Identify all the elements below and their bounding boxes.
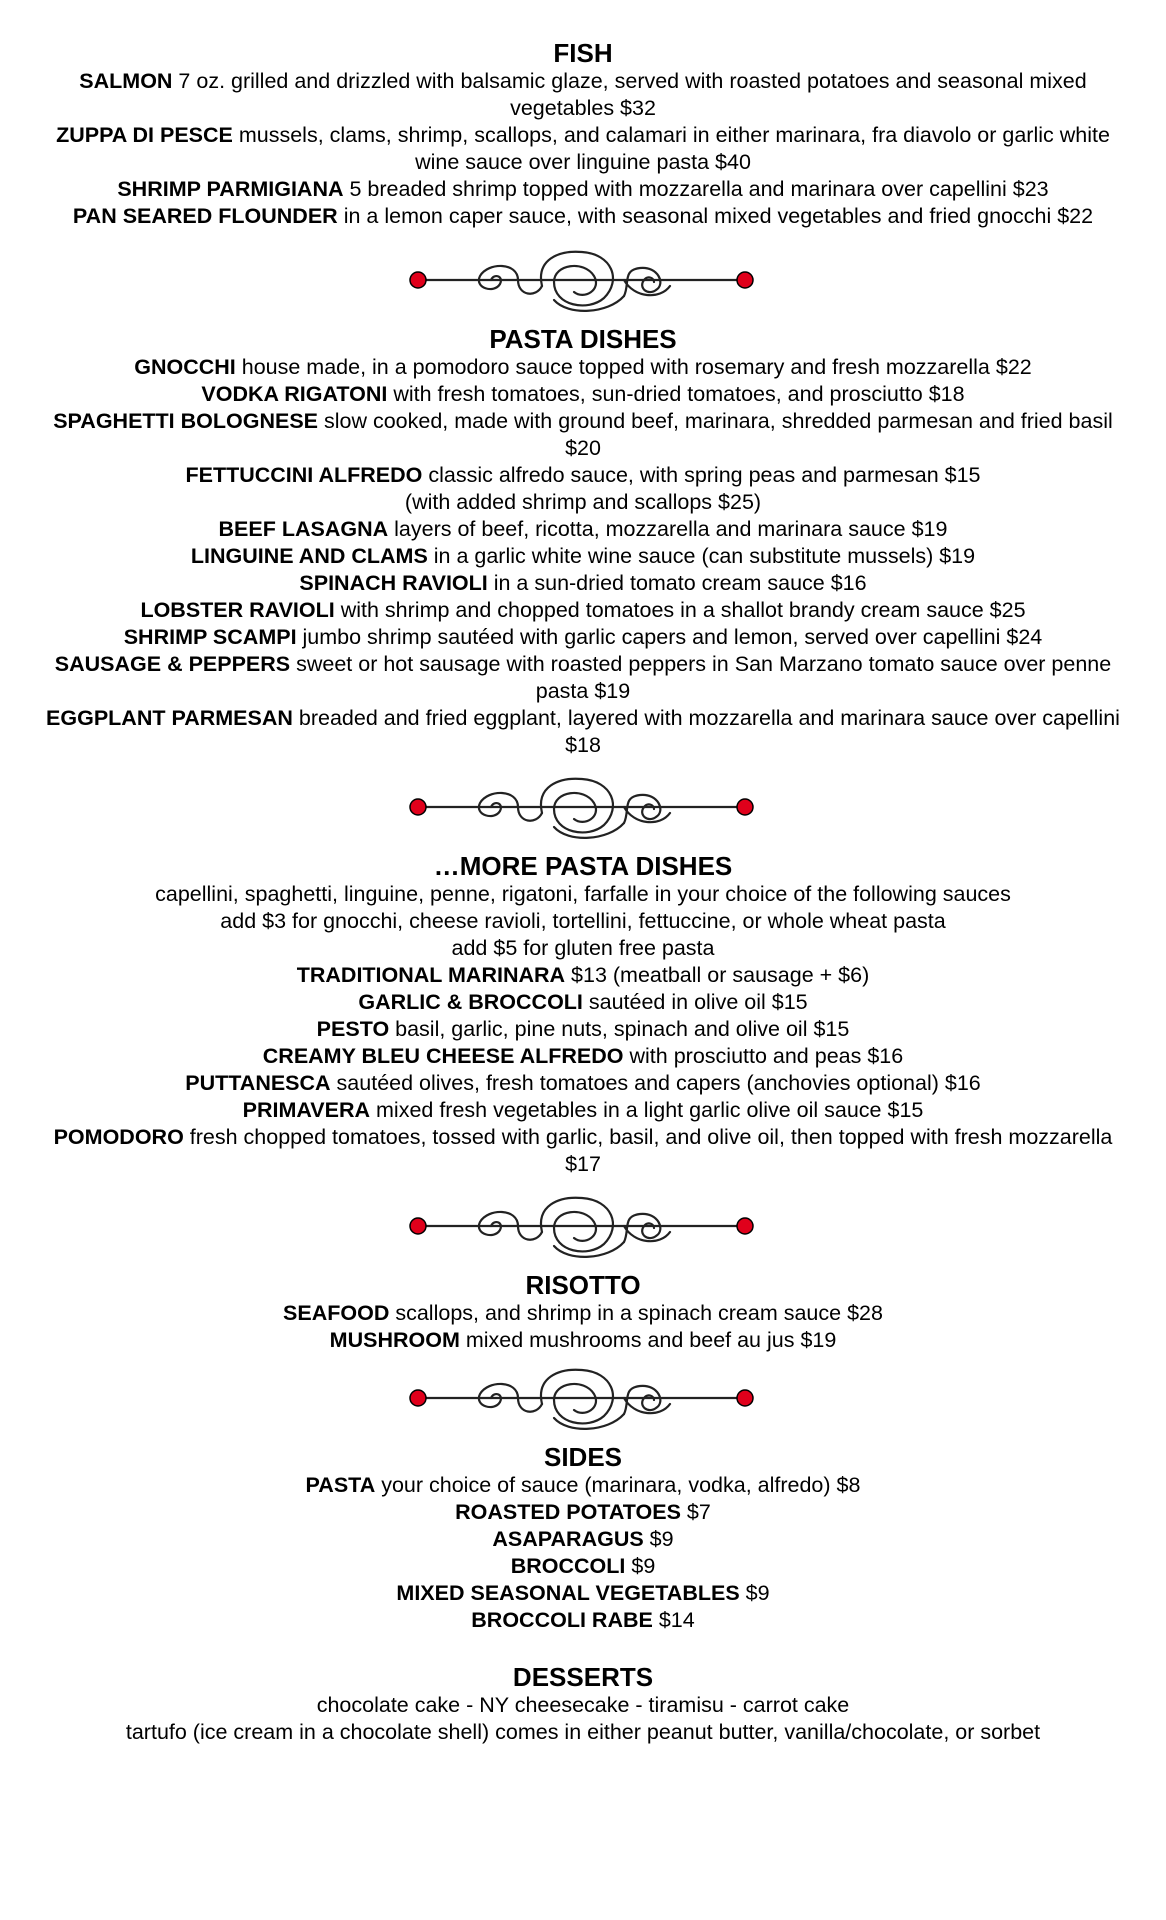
section-note: tartufo (ice cream in a chocolate shell) comes in either peanut butter, vanilla/chocolate, or sorbet [125,1720,1041,1744]
item-desc: in a garlic white wine sauce (can substitute mussels) $19 [427,544,976,568]
menu-item [43,1580,1123,1607]
item-name: SPINACH RAVIOLI [299,571,488,595]
menu-item [43,1043,1123,1070]
item-name: CREAMY BLEU CHEESE ALFREDO [262,1044,624,1068]
item-desc: in a sun-dried tomato cream sauce $16 [487,571,867,595]
flourish-dot-icon [410,1218,426,1234]
flourish-dot-icon [737,799,753,815]
flourish-dot-icon [737,1218,753,1234]
menu-item [43,543,1123,570]
item-name: SEAFOOD [283,1301,390,1325]
item-name: GARLIC & BROCCOLI [358,990,583,1014]
item-name: ASAPARAGUS [492,1527,644,1551]
scroll-flourish-icon [408,1186,758,1266]
section-note: add $5 for gluten free pasta [451,936,715,960]
item-desc: (with added shrimp and scallops $25) [404,490,762,514]
flourish-dot-icon [410,799,426,815]
menu-item [43,651,1123,705]
menu-item [43,597,1123,624]
menu-item [43,1124,1123,1178]
menu-item [43,624,1123,651]
item-name: VODKA RIGATONI [201,382,388,406]
flourish-dot-icon [410,1390,426,1406]
section-title: RISOTTO [525,1270,641,1300]
menu-item [43,516,1123,543]
item-name: SALMON [79,69,173,93]
item-name: MUSHROOM [329,1328,460,1352]
menu-item [43,962,1123,989]
menu-item [43,354,1123,381]
item-name: LINGUINE AND CLAMS [190,544,428,568]
item-name: POMODORO [53,1125,184,1149]
item-name: PRIMAVERA [242,1098,371,1122]
menu-item [43,1607,1123,1634]
item-name: TRADITIONAL MARINARA [296,963,566,987]
menu-item [43,1499,1123,1526]
item-desc: with shrimp and chopped tomatoes in a shallot brandy cream sauce $25 [334,598,1026,622]
item-desc: with fresh tomatoes, sun-dried tomatoes, and prosciutto $18 [387,382,965,406]
menu-item [43,989,1123,1016]
item-desc: mixed fresh vegetables in a light garlic olive oil sauce $15 [370,1098,924,1122]
item-desc: 5 breaded shrimp topped with mozzarella and marinara over capellini $23 [343,177,1049,201]
item-desc: breaded and fried eggplant, layered with mozzarella and marinara sauce over capellini $18 [292,706,1120,757]
section-pasta [0,322,1166,759]
item-name: BEEF LASAGNA [218,517,389,541]
item-desc: $9 [643,1527,674,1551]
item-desc: your choice of sauce (marinara, vodka, alfredo) $8 [375,1473,861,1497]
item-desc: $13 (meatball or sausage + $6) [565,963,870,987]
section-note: capellini, spaghetti, linguine, penne, rigatoni, farfalle in your choice of the following sauces [155,882,1011,906]
item-name: SHRIMP PARMIGIANA [117,177,344,201]
section-title: DESSERTS [512,1662,654,1692]
item-name: BROCCOLI [510,1554,626,1578]
scroll-flourish-icon [408,240,758,320]
menu-item [43,462,1123,489]
section-note: chocolate cake - NY cheesecake - tiramisu - carrot cake [316,1693,850,1717]
menu-item [43,1327,1123,1354]
item-desc: $14 [652,1608,695,1632]
item-name: BROCCOLI RABE [471,1608,653,1632]
item-desc: jumbo shrimp sautéed with garlic capers and lemon, served over capellini $24 [296,625,1043,649]
item-name: SAUSAGE & PEPPERS [54,652,291,676]
menu-item [43,570,1123,597]
item-desc: 7 oz. grilled and drizzled with balsamic glaze, served with roasted potatoes and seasonal mixed vegetables $32 [172,69,1087,120]
item-desc: slow cooked, made with ground beef, marinara, shredded parmesan and fried basil $20 [318,409,1113,460]
flourish-dot-icon [737,272,753,288]
item-name: PUTTANESCA [185,1071,331,1095]
flourish-dot-icon [737,1390,753,1406]
item-name: PAN SEARED FLOUNDER [72,204,338,228]
menu-item [43,705,1123,759]
item-desc: fresh chopped tomatoes, tossed with garlic, basil, and olive oil, then topped with fresh mozzarella $17 [183,1125,1113,1176]
menu-item [43,1070,1123,1097]
item-desc: in a lemon caper sauce, with seasonal mixed vegetables and fried gnocchi $22 [337,204,1094,228]
item-desc: sautéed in olive oil $15 [582,990,808,1014]
item-desc: with prosciutto and peas $16 [623,1044,904,1068]
menu-item [43,1016,1123,1043]
menu-item [43,1097,1123,1124]
item-desc: sweet or hot sausage with roasted peppers in San Marzano tomato sauce over penne pasta $19 [290,652,1112,703]
item-name: GNOCCHI [134,355,236,379]
item-desc: $7 [680,1500,711,1524]
section-sides [0,1440,1166,1634]
section-title: PASTA DISHES [489,324,677,354]
item-desc: $9 [625,1554,656,1578]
menu-item [43,1300,1123,1327]
menu-item [43,1526,1123,1553]
item-name: FETTUCCINI ALFREDO [185,463,423,487]
menu-item [43,381,1123,408]
item-name: ROASTED POTATOES [455,1500,681,1524]
scroll-flourish-icon [408,1358,758,1438]
item-desc: basil, garlic, pine nuts, spinach and olive oil $15 [389,1017,850,1041]
section-note: add $3 for gnocchi, cheese ravioli, tortellini, fettuccine, or whole wheat pasta [220,909,946,933]
menu-item [43,408,1123,462]
item-desc: mixed mushrooms and beef au jus $19 [459,1328,837,1352]
menu-item [43,203,1123,230]
menu-item [43,1472,1123,1499]
item-name: SPAGHETTI BOLOGNESE [53,409,319,433]
item-name: SHRIMP SCAMPI [123,625,297,649]
section-title: SIDES [543,1442,623,1472]
item-desc: sautéed olives, fresh tomatoes and capers (anchovies optional) $16 [330,1071,981,1095]
section-desserts [0,1660,1166,1746]
item-desc: house made, in a pomodoro sauce topped with rosemary and fresh mozzarella $22 [235,355,1032,379]
menu-item [43,1553,1123,1580]
menu-item [43,68,1123,122]
item-desc: classic alfredo sauce, with spring peas and parmesan $15 [422,463,981,487]
item-name: PASTA [305,1473,376,1497]
item-name: ZUPPA DI PESCE [56,123,233,147]
scroll-flourish-icon [408,767,758,847]
item-desc: $9 [739,1581,770,1605]
menu-item-note [43,489,1123,516]
item-name: PESTO [316,1017,390,1041]
section-title: FISH [553,38,613,68]
item-name: LOBSTER RAVIOLI [140,598,335,622]
item-name: EGGPLANT PARMESAN [46,706,293,730]
item-name: MIXED SEASONAL VEGETABLES [396,1581,740,1605]
section-risotto [0,1268,1166,1354]
item-desc: scallops, and shrimp in a spinach cream sauce $28 [389,1301,883,1325]
item-desc: layers of beef, ricotta, mozzarella and marinara sauce $19 [388,517,948,541]
menu-item [43,122,1123,176]
item-desc: mussels, clams, shrimp, scallops, and calamari in either marinara, fra diavolo or garlic white wine sauce over linguine pasta $40 [232,123,1110,174]
section-title: …MORE PASTA DISHES [433,851,733,881]
section-more-pasta [0,849,1166,1178]
flourish-dot-icon [410,272,426,288]
section-fish [0,36,1166,230]
menu-item [43,176,1123,203]
